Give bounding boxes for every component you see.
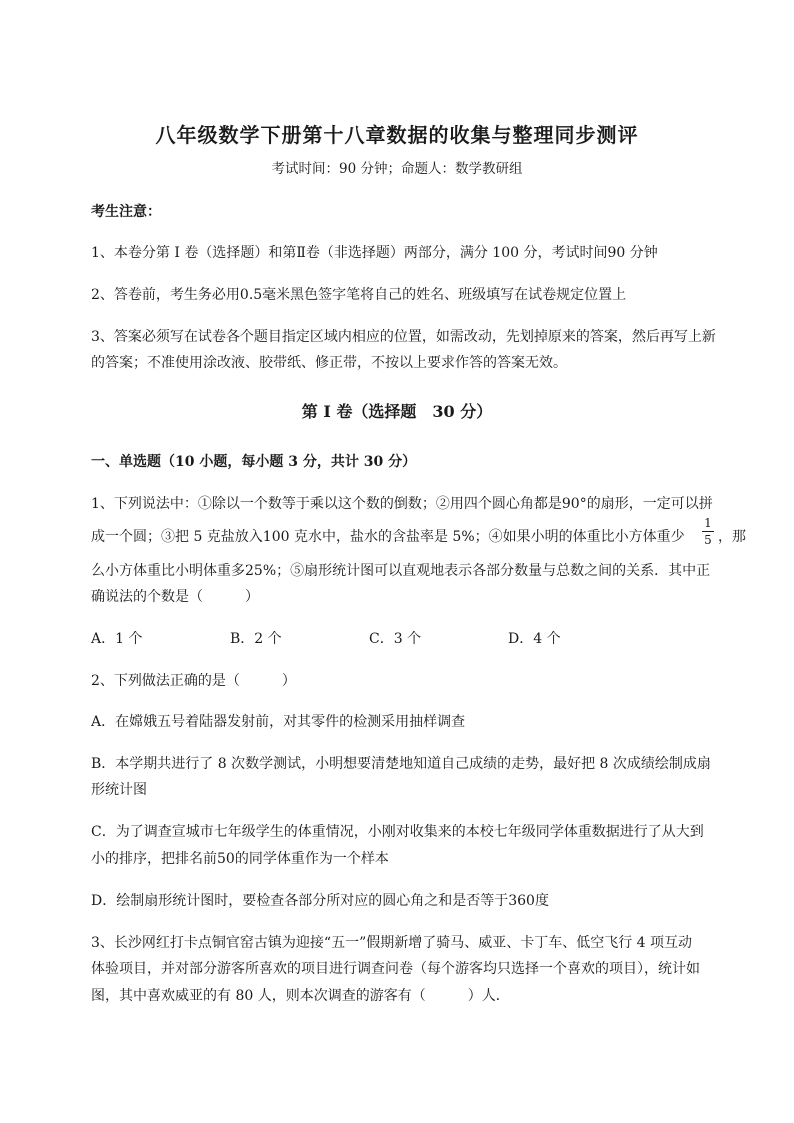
q1-option-d: D．4 个: [508, 631, 561, 647]
q2-stem: 2、下列做法正确的是（ ）: [91, 673, 296, 689]
q2-option-b-line-2: 形统计图: [91, 782, 147, 798]
notice-item-3-line-2: 的答案；不准使用涂改液、胶带纸、修正带，不按以上要求作答的答案无效。: [91, 355, 567, 371]
q3-line-3: 图，其中喜欢威亚的有 80 人，则本次调查的游客有（ ）人．: [91, 988, 510, 1004]
q2-option-c-line-2: 小的排序，把排名前50的同学体重作为一个样本: [91, 851, 389, 867]
notice-item-1: 1、本卷分第 I 卷（选择题）和第Ⅱ卷（非选择题）两部分，满分 100 分，考试时间90 分钟: [91, 245, 658, 261]
q2-option-c-line-1: C．为了调查宣城市七年级学生的体重情况，小刚对收集来的本校七年级同学体重数据进行了从大到: [91, 824, 704, 840]
notice-item-2: 2、答卷前，考生务必用0.5毫米黑色签字笔将自己的姓名、班级填写在试卷规定位置上: [91, 287, 627, 303]
exam-info: 考试时间：90 分钟；命题人：数学教研组: [271, 161, 523, 177]
q3-line-1: 3、长沙网红打卡点铜官窑古镇为迎接“五一”假期新增了骑马、威亚、卡丁车、低空飞行 4 项互动: [91, 935, 693, 951]
fraction-bar: [702, 531, 714, 532]
q3-line-2: 体验项目，并对部分游客所喜欢的项目进行调查问卷（每个游客均只选择一个喜欢的项目），统计如: [91, 961, 700, 977]
q1-line-1: 1、下列说法中：①除以一个数等于乘以这个数的倒数；②用四个圆心角都是90°的扇形，一定可以拼: [91, 496, 713, 512]
page-title: 八年级数学下册第十八章数据的收集与整理同步测评: [155, 123, 639, 147]
q1-option-b: B．2 个: [230, 631, 282, 647]
q1-line-4: 确说法的个数是（ ）: [91, 589, 259, 605]
notice-heading: 考生注意：: [91, 204, 161, 220]
q2-option-d: D．绘制扇形统计图时，要检查各部分所对应的圆心角之和是否等于360度: [91, 893, 549, 909]
q1-fraction: [702, 516, 714, 547]
q1-line-2a: 成一个圆；③把 5 克盐放入100 克水中，盐水的含盐率是 5%；④如果小明的体重比小方体重少: [91, 529, 685, 545]
notice-item-3-line-1: 3、答案必须写在试卷各个题目指定区域内相应的位置，如需改动，先划掉原来的答案，然后再写上新: [91, 329, 716, 345]
section-title: 第 I 卷（选择题 30 分）: [301, 402, 493, 421]
q1-option-c: C．3 个: [369, 631, 422, 647]
fraction-denominator: 5: [704, 533, 712, 547]
part-heading: 一、单选题（10 小题，每小题 3 分，共计 30 分）: [91, 454, 417, 470]
fraction-numerator: 1: [704, 516, 712, 530]
q1-line-3: 么小方体重比小明体重多25%；⑤扇形统计图可以直观地表示各部分数量与总数之间的关系．其中正: [91, 563, 711, 579]
q2-option-a: A．在嫦娥五号着陆器发射前，对其零件的检测采用抽样调查: [91, 714, 466, 730]
q1-option-a: A．1 个: [91, 631, 143, 647]
q1-line-2b: ，那: [718, 529, 746, 545]
q2-option-b-line-1: B．本学期共进行了 8 次数学测试，小明想要清楚地知道自己成绩的走势，最好把 8 次成绩绘制成扇: [91, 756, 711, 772]
